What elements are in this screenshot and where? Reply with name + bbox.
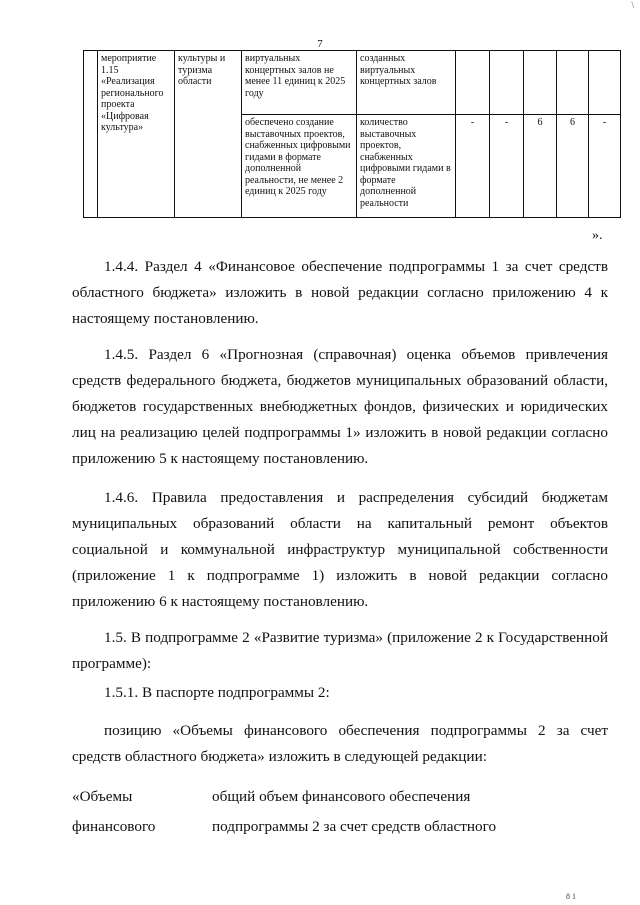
closing-quote: ».	[592, 228, 603, 243]
paragraph-1-4-4: 1.4.4. Раздел 4 «Финансовое обеспечение подпрограммы 1 за счет средств областного бюджета» изложить в новой редакции согласно приложению 4 к настоящему постановлению.	[72, 258, 608, 327]
indicator-cell: количество выставочных проектов, снабженных цифровыми гидами в формате дополненной реальности	[357, 115, 456, 218]
paragraph-1-5: 1.5. В подпрограмме 2 «Развитие туризма» (приложение 2 к Государственной программе):	[72, 629, 608, 672]
value-cell: -	[490, 115, 524, 218]
value-cell	[589, 51, 621, 115]
value-cell	[524, 51, 557, 115]
corner-mark: \	[631, 0, 634, 10]
indicator-cell: созданных виртуальных концертных залов	[357, 51, 456, 115]
value-cell	[557, 51, 589, 115]
position-value-line-2: подпрограммы 2 за счет средств областного	[212, 818, 497, 835]
position-label-line-2: финансового	[72, 818, 156, 835]
value-cell: 6	[557, 115, 589, 218]
paragraph-1-5-1: 1.5.1. В паспорте подпрограммы 2:	[104, 684, 330, 701]
paragraph-1-4-6: 1.4.6. Правила предоставления и распределения субсидий бюджетам муниципальных образований области на капитальный ремонт объектов социальной и коммунальной инфраструктур муниципальной собственности (приложение 1 к подпрограмме 1) изложить в новой редакции согласно приложению 6 к настоящему постановлению.	[72, 489, 608, 610]
result-cell: виртуальных концертных залов не менее 11 единиц к 2025 году	[242, 51, 357, 115]
scan-mark: 8 1	[566, 892, 576, 901]
table-cell-blank	[84, 51, 98, 218]
value-cell	[456, 51, 490, 115]
value-cell: -	[589, 115, 621, 218]
value-cell: -	[456, 115, 490, 218]
value-cell: 6	[524, 115, 557, 218]
paragraph-position: позицию «Объемы финансового обеспечения подпрограммы 2 за счет средств областного бюджета» изложить в следующей редакции:	[72, 722, 608, 765]
result-cell: обеспечено создание выставочных проектов, снабженных цифровыми гидами в формате дополненной реальности, не менее 2 единиц к 2025 году	[242, 115, 357, 218]
page-number: 7	[317, 38, 323, 50]
indicators-table	[83, 50, 621, 218]
paragraph-1-4-5: 1.4.5. Раздел 6 «Прогнозная (справочная) оценка объемов привлечения средств федерального бюджета, бюджетов муниципальных образований области, бюджетов государственных внебюджетных фондов, физических и юридических лиц на реализацию целей подпрограммы 1» изложить в новой редакции согласно приложению 5 к настоящему постановлению.	[72, 346, 608, 467]
value-cell	[490, 51, 524, 115]
executor-cell: культуры и туризма области	[175, 51, 242, 218]
position-label-line-1: «Объемы	[72, 788, 133, 805]
position-value-line-1: общий объем финансового обеспечения	[212, 788, 471, 805]
event-cell: мероприятие 1.15 «Реализация регионального проекта «Цифровая культура»	[98, 51, 175, 218]
table-row	[84, 51, 621, 115]
